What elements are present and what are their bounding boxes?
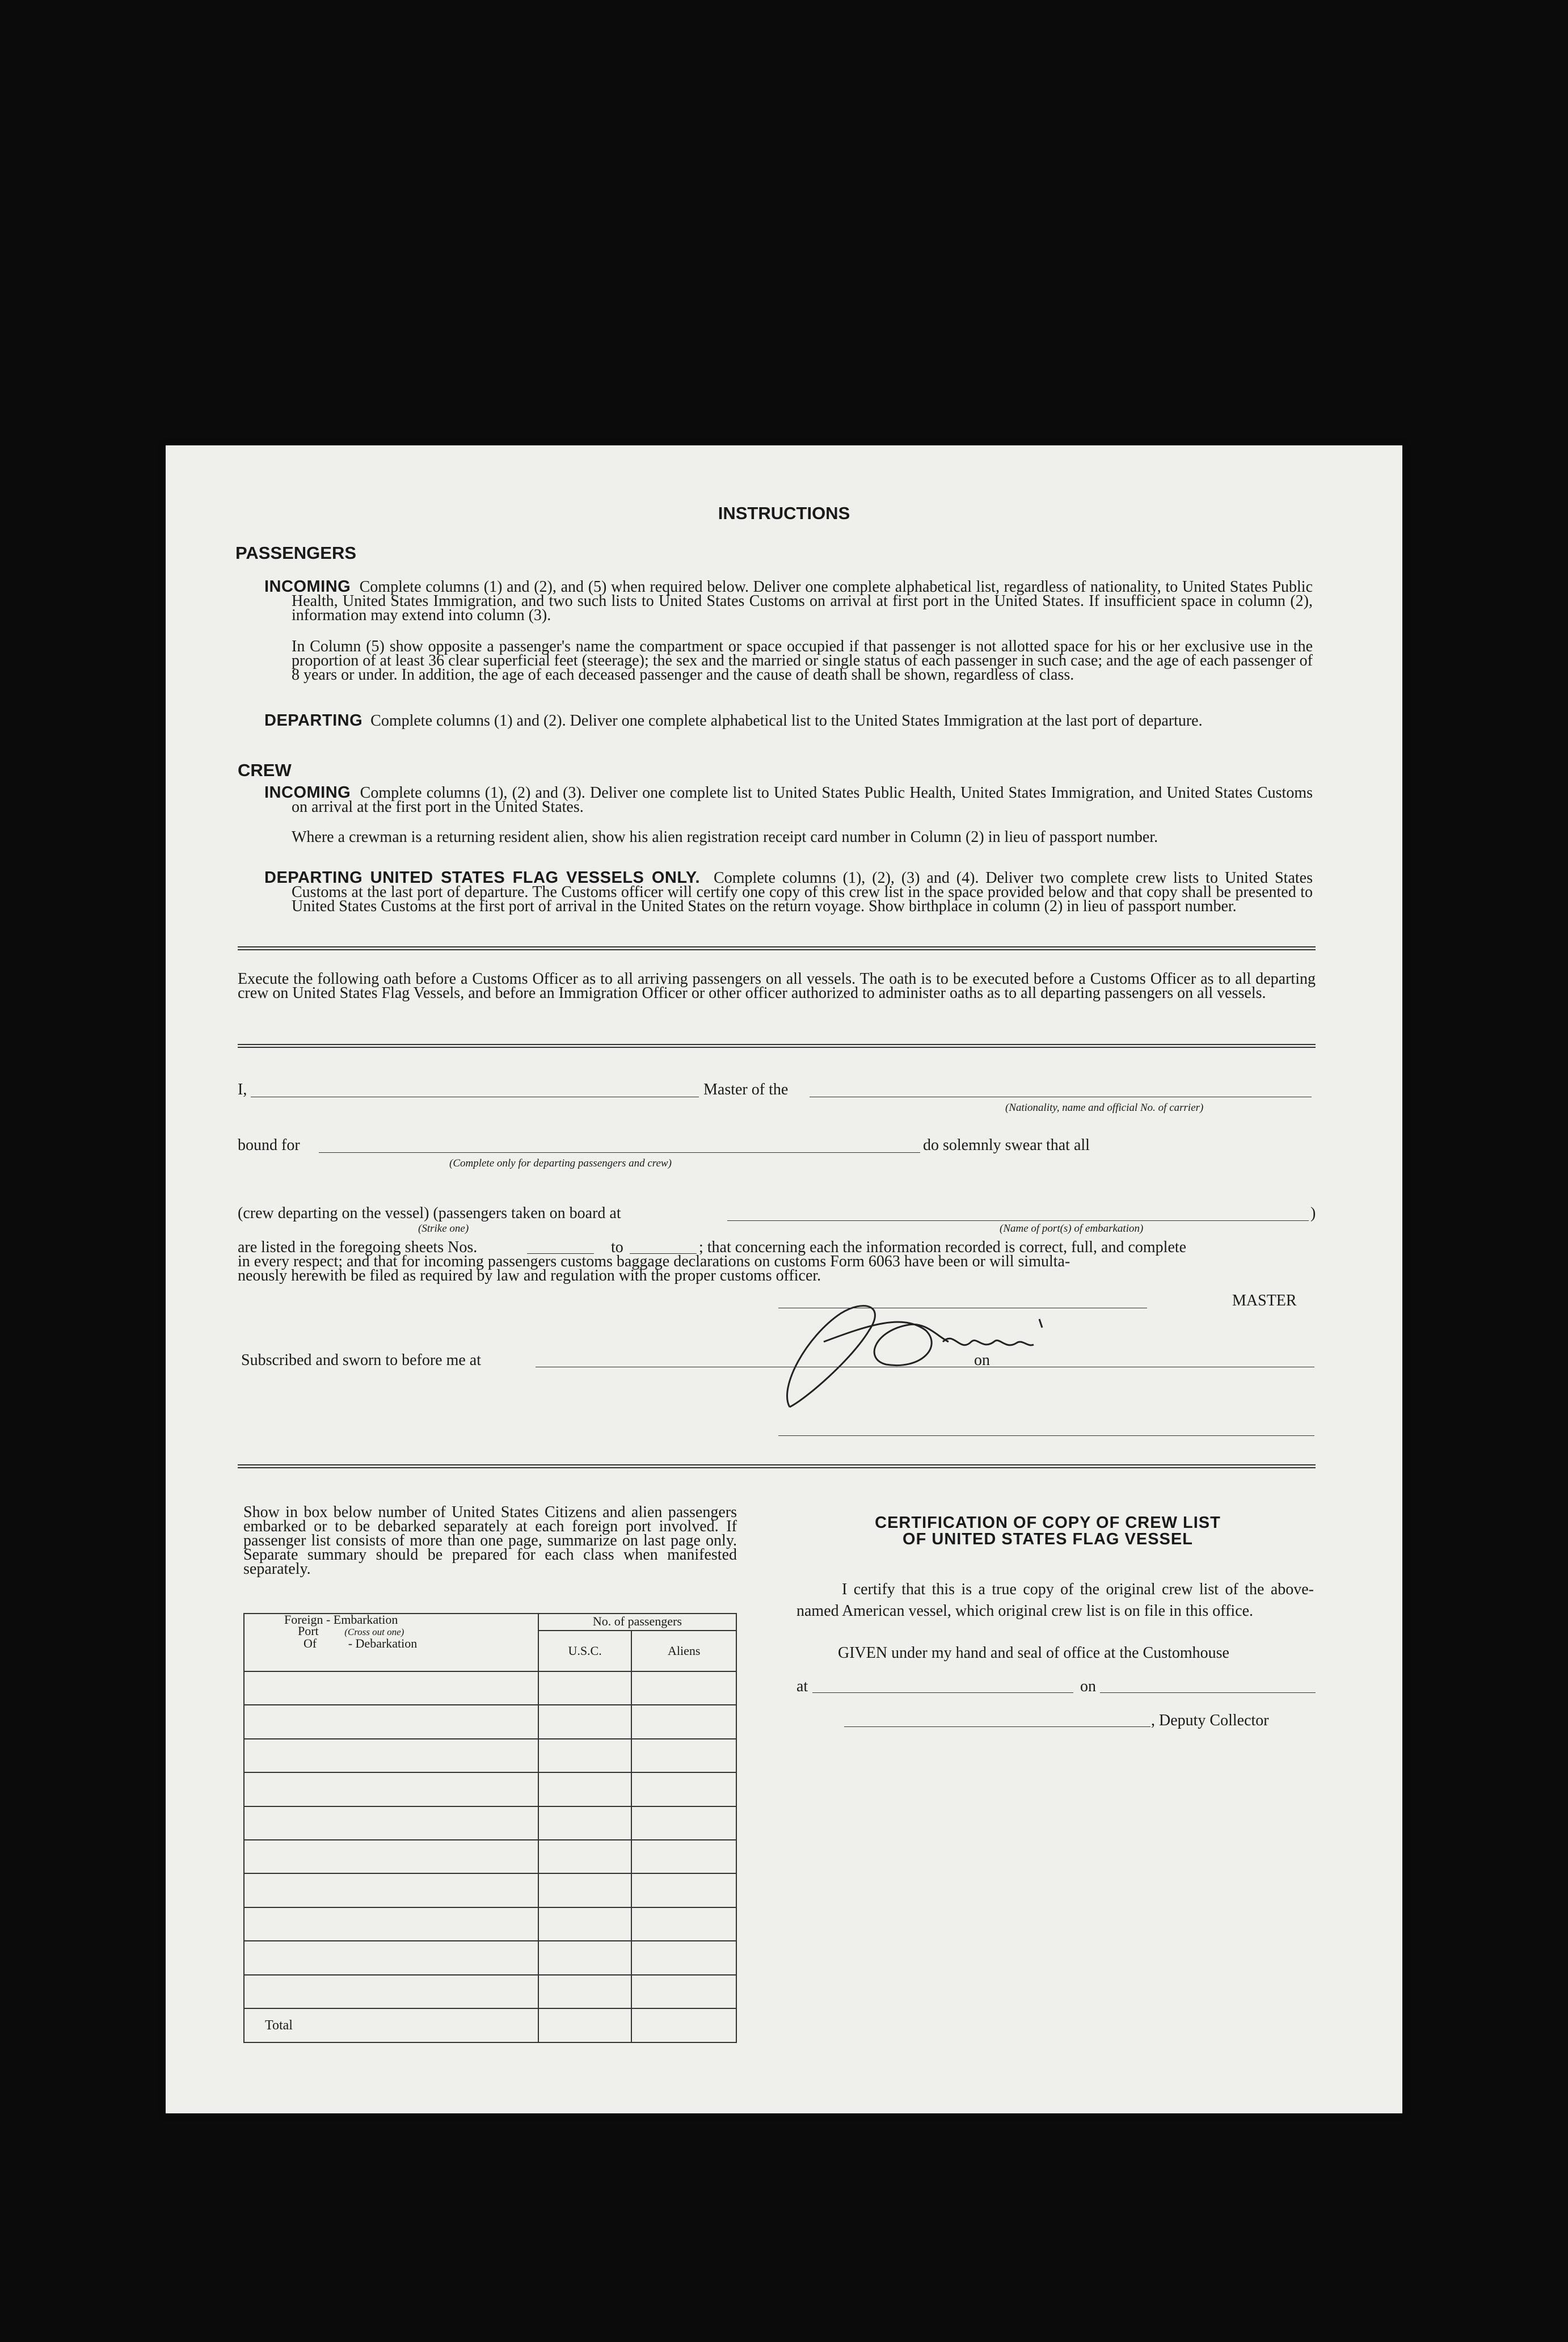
crew-departing-paragraph	[264, 869, 1313, 915]
col-embarkation: - Embarkation	[326, 1612, 398, 1627]
given-text: GIVEN under my hand and seal of office at the Customhouse	[838, 1644, 1229, 1662]
aliens-cell[interactable]	[631, 1772, 736, 1806]
nationality-caption: (Nationality, name and official No. of carrier)	[1005, 1102, 1204, 1114]
close-paren: )	[1310, 1204, 1316, 1222]
deputy-signature-field[interactable]	[844, 1726, 1150, 1727]
cert-date-field[interactable]	[1100, 1692, 1316, 1693]
table-row	[244, 1873, 736, 1907]
usc-cell[interactable]	[538, 1772, 632, 1806]
aliens-cell[interactable]	[631, 1975, 736, 2008]
bound-for-field[interactable]	[319, 1152, 778, 1153]
strike-one-caption: (Strike one)	[418, 1223, 469, 1235]
passengers-incoming-text: Complete columns (1) and (2), and (5) when required below. Deliver one complete alphabetical list, regardless of nationality, to United States Public Health, United States Immigration, and two such lists to United States Customs on arrival at first port in the United States. If insufficient space in column (2), information may extend into column (3).	[292, 578, 1313, 624]
complete-only-caption: (Complete only for departing passengers and crew)	[449, 1157, 672, 1169]
usc-cell[interactable]	[538, 1873, 632, 1907]
port-cell[interactable]	[244, 1873, 538, 1907]
usc-cell[interactable]	[538, 1705, 632, 1738]
cert-on-label: on	[1080, 1678, 1096, 1695]
oath-i-label: I,	[238, 1081, 247, 1098]
usc-cell[interactable]	[538, 1975, 632, 2008]
certification-title	[784, 1515, 1312, 1548]
port-cell[interactable]	[244, 1739, 538, 1772]
aliens-cell[interactable]	[631, 1941, 736, 1974]
col-foreign: Foreign	[284, 1612, 323, 1627]
usc-cell[interactable]	[538, 1739, 632, 1772]
aliens-cell[interactable]	[631, 1840, 736, 1873]
usc-cell[interactable]	[538, 1941, 632, 1974]
master-signature	[756, 1257, 1073, 1433]
passengers-heading: PASSENGERS	[235, 543, 357, 563]
certification-title-line-2: OF UNITED STATES FLAG VESSEL	[903, 1530, 1193, 1548]
certification-title-line-1: CERTIFICATION OF COPY OF CREW LIST	[875, 1514, 1221, 1532]
passengers-incoming-label: INCOMING	[264, 578, 351, 596]
aliens-cell[interactable]	[631, 1739, 736, 1772]
sheets-label: are listed in the foregoing sheets Nos.	[238, 1239, 478, 1256]
usc-cell[interactable]	[538, 1671, 632, 1705]
sheets-line-3: neously herewith be filed as required by law and regulation with the proper customs officer.	[238, 1267, 821, 1284]
aliens-cell[interactable]	[631, 1705, 736, 1738]
passengers-departing-text: Complete columns (1) and (2). Deliver one complete alphabetical list to the United States Immigration at the last port of departure.	[370, 712, 1203, 730]
certification-text: I certify that this is a true copy of the original crew list of the above-named American vessel, which original crew list is on file in this office.	[796, 1581, 1314, 1620]
aliens-cell[interactable]	[631, 1873, 736, 1907]
customhouse-field[interactable]	[812, 1692, 1073, 1693]
subscribed-label: Subscribed and sworn to before me at	[241, 1351, 481, 1369]
officer-signature-field[interactable]	[778, 1435, 1314, 1436]
section-divider	[238, 1044, 1316, 1048]
section-divider	[238, 946, 1316, 950]
usc-header: U.S.C.	[538, 1631, 632, 1671]
cert-at-label: at	[796, 1678, 808, 1695]
bound-for-label: bound for	[238, 1136, 300, 1154]
passengers-departing-label: DEPARTING	[264, 711, 363, 730]
sheets-line-1-end: ; that concerning each the information recorded is correct, full, and complete	[699, 1239, 1187, 1256]
aliens-header: Aliens	[631, 1631, 736, 1671]
total-row	[244, 2008, 736, 2042]
table-row	[244, 1739, 736, 1772]
crew-incoming-text: Complete columns (1), (2) and (3). Deliver one complete list to United States Public Health, United States Immigration, and United States Customs on arrival at the first port in the United States.	[292, 784, 1313, 816]
master-label: MASTER	[1232, 1292, 1297, 1309]
aliens-cell[interactable]	[631, 1671, 736, 1705]
table-row	[244, 1840, 736, 1873]
deputy-collector-label: , Deputy Collector	[1151, 1712, 1269, 1729]
document-page	[166, 445, 1402, 2113]
crew-incoming-paragraph	[264, 784, 1313, 816]
oath-instructions: Execute the following oath before a Customs Officer as to all arriving passengers on all vessels. The oath is to be executed before a Customs Officer as to all departing crew on United States Flag Vessels, and before an Immigration Officer or other officer authorized to administer oaths as to all departing passengers on all vessels.	[238, 970, 1316, 1002]
box-instructions: Show in box below number of United States Citizens and alien passengers embarked or to be debarked separately at each foreign port involved. If passenger list consists of more than one page, summarize on last page only. Separate summary should be prepared for each class when manifested separately.	[243, 1503, 737, 1578]
port-cell[interactable]	[244, 1840, 538, 1873]
table-row	[244, 1671, 736, 1705]
crew-incoming-label: INCOMING	[264, 784, 351, 802]
port-header	[244, 1614, 538, 1671]
col-of: Of	[304, 1636, 317, 1650]
sheets-line-2: in every respect; and that for incoming passengers customs baggage declarations on customs Form 6063 have been or will simulta-	[238, 1253, 1070, 1270]
crew-heading: CREW	[238, 760, 292, 780]
page-title: INSTRUCTIONS	[718, 503, 850, 523]
total-label: Total	[244, 2008, 538, 2042]
port-cell[interactable]	[244, 1975, 538, 2008]
usc-cell[interactable]	[538, 1907, 632, 1941]
passengers-column5-paragraph: In Column (5) show opposite a passenger's name the compartment or space occupied if that passenger is not allotted space for his or her exclusive use in the proportion of at least 36 clear superficial feet (steerage); the sex and the married or single status of each passenger in such case; and the age of each passenger of 8 years or under. In addition, the age of each deceased passenger and the cause of death shall be shown, regardless of class.	[292, 638, 1313, 684]
aliens-cell[interactable]	[631, 1806, 736, 1840]
port-cell[interactable]	[244, 1941, 538, 1974]
table-row	[244, 1806, 736, 1840]
aliens-total-cell[interactable]	[631, 2008, 736, 2042]
usc-total-cell[interactable]	[538, 2008, 632, 2042]
col-cross: (Cross out one)	[344, 1627, 404, 1637]
table-row	[244, 1975, 736, 2008]
port-cell[interactable]	[244, 1772, 538, 1806]
section-divider	[238, 1464, 1316, 1468]
crew-departing-label: DEPARTING UNITED STATES FLAG VESSELS ONLY.	[264, 869, 701, 887]
port-cell[interactable]	[244, 1671, 538, 1705]
usc-cell[interactable]	[538, 1806, 632, 1840]
port-caption: (Name of port(s) of embarkation)	[1000, 1223, 1144, 1235]
passengers-departing-paragraph	[264, 711, 1313, 730]
crew-resident-paragraph: Where a crewman is a returning resident alien, show his alien registration receipt card number in Column (2) in lieu of passport number.	[292, 828, 1158, 846]
usc-cell[interactable]	[538, 1840, 632, 1873]
port-cell[interactable]	[244, 1907, 538, 1941]
to-label: to	[611, 1239, 623, 1256]
passengers-incoming-paragraph	[264, 578, 1313, 624]
no-passengers-header: No. of passengers	[538, 1614, 736, 1631]
port-cell[interactable]	[244, 1806, 538, 1840]
col-debarkation: - Debarkation	[348, 1636, 418, 1650]
col-port: Port	[298, 1624, 319, 1638]
crew-departing-text: (crew departing on the vessel) (passengers taken on board at	[238, 1204, 621, 1222]
port-of-embarkation-field[interactable]	[727, 1220, 1309, 1221]
port-cell[interactable]	[244, 1705, 538, 1738]
swear-text: do solemnly swear that all	[923, 1136, 1090, 1154]
bound-for-field-2[interactable]	[778, 1152, 920, 1153]
aliens-cell[interactable]	[631, 1907, 736, 1941]
table-row	[244, 1772, 736, 1806]
sworn-on-label: on	[974, 1351, 990, 1369]
table-row	[244, 1705, 736, 1738]
master-of-label: Master of the	[703, 1081, 789, 1098]
table-row	[244, 1907, 736, 1941]
passenger-count-table	[243, 1613, 737, 2043]
crew-departing-text: Complete columns (1), (2), (3) and (4). Deliver two complete crew lists to United States Customs at the last port of departure. The Customs officer will certify one copy of this crew list in the space provided below and that copy shall be presented to United States Customs at the first port of arrival in the United States on the return voyage. Show birthplace in column (2) in lieu of passport number.	[292, 869, 1313, 915]
table-row	[244, 1941, 736, 1974]
